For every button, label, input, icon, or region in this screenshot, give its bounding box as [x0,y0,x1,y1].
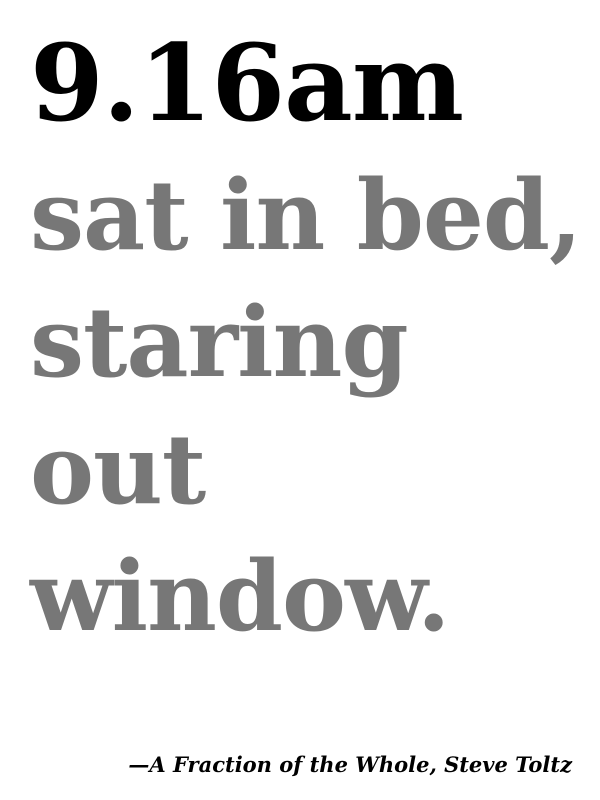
time-heading: 9.16am [30,20,464,145]
quote-line: window. [30,540,450,653]
quote-line: sat in bed, [30,159,582,272]
quote-text [30,152,581,660]
attribution: —A Fraction of the Whole, Steve Toltz [128,752,572,777]
quote-line: staring [30,286,408,399]
quote-line: out [30,413,206,526]
